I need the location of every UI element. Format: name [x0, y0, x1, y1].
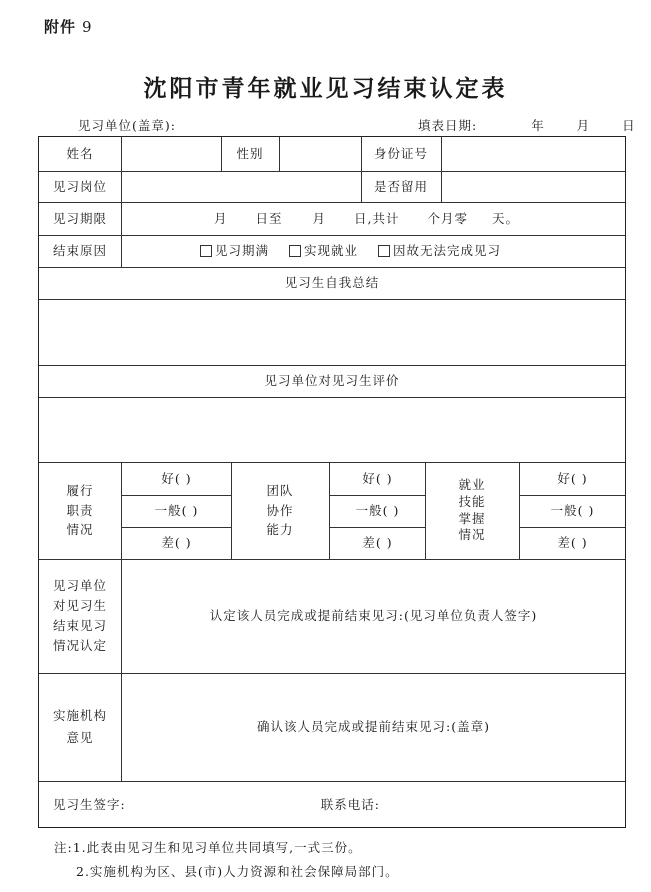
- option-unable[interactable]: [378, 241, 501, 260]
- rating-team-line: 协作: [266, 502, 294, 518]
- option-unable-label: 因故无法完成见习: [393, 243, 502, 259]
- end-reason-options: [122, 235, 625, 267]
- rating-skill-good[interactable]: 好( ): [557, 470, 588, 486]
- attachment-text: 附件: [44, 18, 77, 36]
- rating-skill-average[interactable]: 一般( ): [550, 503, 595, 519]
- unit-recognition-field[interactable]: 认定该人员完成或提前结束见习:(见习单位负责人签字): [209, 608, 538, 624]
- unit-evaluation-field[interactable]: [39, 398, 625, 462]
- fill-date: [418, 116, 636, 134]
- position-label: 见习岗位: [52, 178, 107, 194]
- rating-skill-line: 就业: [458, 476, 486, 492]
- note-line-1: 注:1.此表由见习生和见习单位共同填写,一式三份。: [54, 840, 362, 855]
- option-employed[interactable]: [289, 241, 358, 260]
- form-table: [38, 136, 626, 828]
- rating-duty-good[interactable]: 好( ): [161, 470, 192, 486]
- rating-team-line: 能力: [266, 522, 294, 538]
- option-expired[interactable]: [200, 241, 269, 260]
- rating-team-average[interactable]: 一般( ): [355, 503, 400, 519]
- unit-recognition-line: 见习单位: [52, 578, 107, 593]
- rating-team-poor[interactable]: 差( ): [362, 535, 393, 551]
- gender-label: 性别: [236, 146, 264, 162]
- period-month-end: 月: [312, 210, 327, 226]
- agency-opinion-field[interactable]: 确认该人员完成或提前结束见习:(盖章): [257, 719, 490, 735]
- end-reason-label: 结束原因: [52, 243, 107, 259]
- trainee-signature-label: 见习生签字:: [53, 796, 126, 812]
- rating-skill-line: 情况: [458, 527, 486, 543]
- rating-skill-line: 掌握: [458, 510, 486, 526]
- id-number-field[interactable]: [442, 137, 625, 171]
- rating-skill-poor[interactable]: 差( ): [557, 535, 588, 551]
- signature-row: [39, 782, 625, 827]
- unit-recognition-line: 情况认定: [52, 638, 107, 653]
- unit-seal-label: 见习单位(盖章):: [78, 118, 176, 133]
- retained-label: 是否留用: [373, 178, 428, 194]
- id-number-label: 身份证号: [373, 146, 428, 162]
- note-line-2: 2.实施机构为区、县(市)人力资源和社会保障局部门。: [76, 864, 399, 879]
- period-day-start: 日至: [255, 210, 283, 226]
- checkbox-icon[interactable]: [378, 245, 390, 257]
- fill-date-year: 年: [531, 118, 545, 133]
- name-label: 姓名: [66, 146, 94, 162]
- form-title: 沈阳市青年就业见习结束认定表: [143, 75, 508, 102]
- self-summary-field[interactable]: [39, 300, 625, 365]
- option-expired-label: 见习期满: [215, 243, 270, 259]
- unit-evaluation-header: 见习单位对见习生评价: [264, 373, 400, 389]
- rating-duty-label: [39, 462, 121, 559]
- period-month-start: 月: [214, 210, 228, 226]
- rating-duty-line: 情况: [66, 522, 94, 538]
- fill-date-month: 月: [576, 118, 591, 133]
- option-employed-label: 实现就业: [304, 243, 359, 259]
- attachment-number: 9: [82, 18, 93, 36]
- rating-duty-poor[interactable]: 差( ): [161, 535, 192, 551]
- contact-phone-label: 联系电话:: [320, 796, 380, 812]
- name-field[interactable]: [122, 137, 221, 171]
- rating-team-label: [231, 462, 329, 559]
- gender-field[interactable]: [280, 137, 361, 171]
- self-summary-header: 见习生自我总结: [284, 275, 380, 291]
- attachment-label: [44, 16, 93, 37]
- period-field[interactable]: [122, 202, 625, 235]
- rating-duty-average[interactable]: 一般( ): [154, 503, 199, 519]
- rating-team-good[interactable]: 好( ): [362, 470, 393, 486]
- checkbox-icon[interactable]: [200, 245, 212, 257]
- fill-date-day: 日: [622, 118, 636, 133]
- rating-team-line: 团队: [266, 483, 294, 499]
- unit-recognition-line: 对见习生: [52, 598, 107, 613]
- rating-duty-line: 履行: [66, 483, 94, 499]
- unit-recognition-line: 结束见习: [52, 618, 107, 633]
- agency-opinion-line: 实施机构: [52, 707, 107, 723]
- period-total-months: 个月零: [427, 210, 469, 226]
- agency-opinion-line: 意见: [66, 730, 94, 745]
- rating-skill-line: 技能: [458, 493, 486, 509]
- agency-opinion-label: [39, 673, 121, 781]
- position-field[interactable]: [122, 171, 361, 202]
- retained-field[interactable]: [442, 171, 625, 202]
- unit-recognition-label: [39, 559, 121, 673]
- period-total-days: 天。: [492, 210, 520, 226]
- checkbox-icon[interactable]: [289, 245, 301, 257]
- period-label: 见习期限: [52, 210, 107, 226]
- fill-date-label: 填表日期:: [418, 118, 478, 133]
- rating-duty-line: 职责: [66, 502, 94, 518]
- rating-skill-label: [425, 462, 519, 559]
- period-day-end: 日,共计: [354, 210, 400, 226]
